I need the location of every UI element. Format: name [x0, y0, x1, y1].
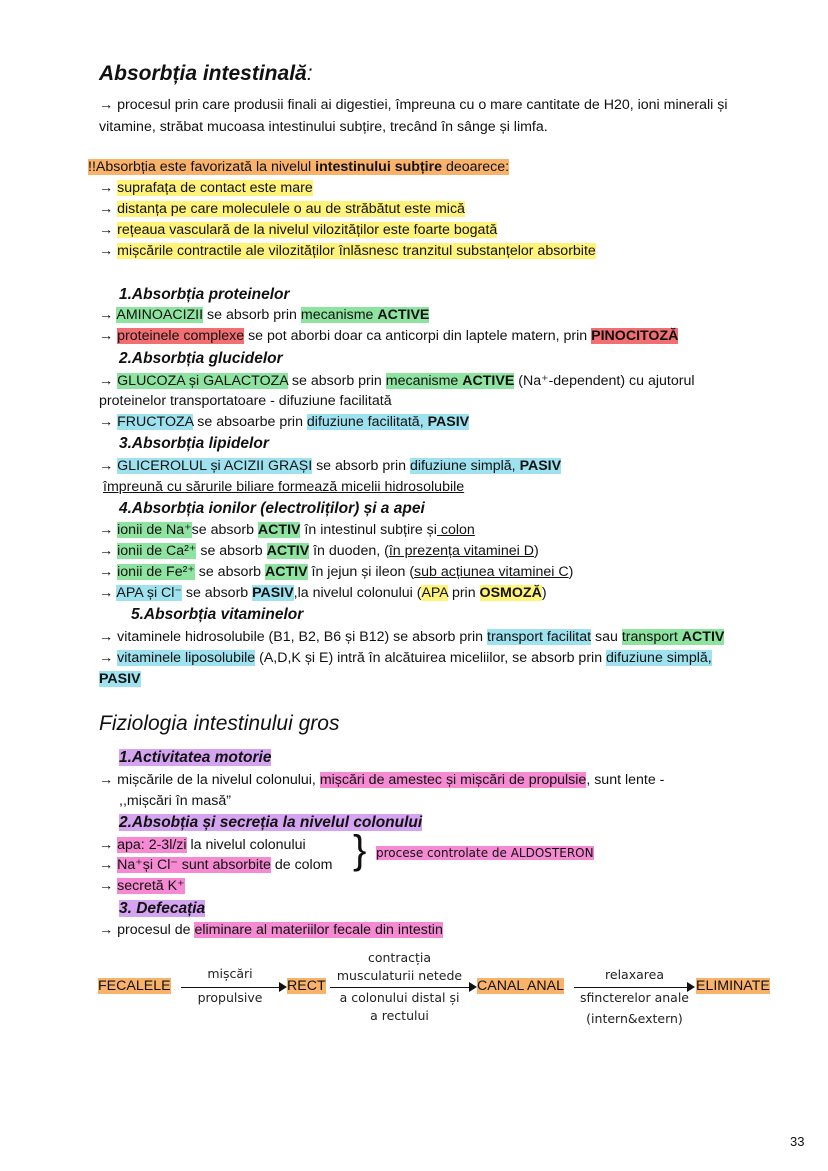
arrow-glyph: → [99, 307, 114, 323]
arrow-glyph: → [99, 180, 114, 196]
arrow-glyph: → [99, 564, 114, 580]
text: mișcările de la nivelul colonului, [117, 772, 320, 788]
brace-icon: } [353, 828, 367, 872]
favored-item [99, 180, 313, 196]
potassium-secretion: secretă K⁺ [117, 878, 185, 894]
carbs-line-1b: proteinelor transportatoare - difuziune facilitată [99, 393, 392, 409]
favored-item [99, 201, 465, 217]
carbs-line-2 [99, 414, 469, 430]
simple-diffusion: difuziune simplă, [409, 458, 520, 474]
mechanism: mecanisme [385, 373, 463, 389]
text: de colom [270, 857, 333, 873]
flow-label: mișcări [207, 966, 253, 981]
passive: PASIV [427, 414, 470, 430]
carbs-line-1 [99, 373, 695, 389]
complex-proteins: proteinele complexe [117, 328, 245, 344]
flow-arrow-head [279, 982, 287, 992]
flow-node-fecalele: FECALELE [98, 978, 171, 994]
ions-line-2 [99, 543, 539, 559]
text: se absorb [194, 564, 266, 580]
water-chloride: APA și Cl⁻ [116, 585, 182, 601]
active: ACTIV [265, 564, 308, 580]
motor-activity-title-text: 1.Activitatea motorie [119, 749, 272, 766]
colon-line-1 [99, 837, 306, 853]
favored-item-text: mișcările contractile ale vilozităților înlăsnesc tranzitul substanțelor absorbite [117, 243, 596, 259]
favored-item-text: rețeaua vasculară de la nivelul vilozităților este foarte bogată [117, 222, 498, 238]
vitamins-line-2 [99, 650, 712, 666]
text: la nivelul colonului [186, 837, 306, 853]
liposoluble-vitamins: vitaminele liposolubile [117, 650, 256, 666]
favored-suffix: deoarece: [442, 159, 510, 175]
text: ) [533, 543, 539, 559]
glycerol-fatty-acids: GLICEROLUL și ACIZII GRAȘI [117, 458, 313, 474]
aldosterone-note [376, 846, 594, 860]
flow-label: relaxarea [605, 967, 664, 982]
pinocytosis: PINOCITOZĂ [591, 328, 679, 344]
text: ) [568, 564, 574, 580]
arrow-glyph: → [99, 772, 114, 788]
lipids-line-1b: împreună cu sărurile biliare formează micelii hidrosolubile [103, 479, 465, 495]
colon-absorption-title [119, 814, 422, 832]
text: sau [591, 629, 622, 645]
active: ACTIV [681, 629, 725, 645]
flow-node-canal-anal: CANAL ANAL [477, 978, 565, 994]
arrow-glyph: → [99, 585, 114, 601]
flow-label: (intern&extern) [586, 1011, 683, 1026]
flow-label: sfincterelor anale [580, 990, 689, 1005]
colon-absorption-title-text: 2.Absobția și secreția la nivelul colonului [119, 814, 423, 831]
colon-line-2 [99, 857, 332, 873]
transport: transport [621, 629, 682, 645]
text: (Na⁺-dependent) cu ajutorul [514, 373, 695, 389]
text: ,la nivelul colonului ( [293, 585, 422, 601]
passive: PASIV [99, 671, 141, 687]
ions-line-4 [99, 585, 547, 601]
arrow-glyph: → [99, 629, 114, 645]
page-number: 33 [790, 1134, 805, 1149]
flow-arrow-head [469, 982, 477, 992]
glucose-galactose: GLUCOZA și GALACTOZA [117, 373, 288, 389]
section-carbs-title: 2.Absorbția glucidelor [119, 350, 283, 367]
arrow-glyph: → [99, 201, 114, 217]
facilitated-diffusion: difuziune facilitată, [306, 414, 428, 430]
facilitated-transport: transport facilitat [487, 629, 592, 645]
defecation-line-1 [99, 922, 443, 938]
arrow-glyph: → [99, 373, 114, 389]
favored-prefix: !!Absorbția este favorizată la nivelul [88, 159, 316, 175]
fructose: FRUCTOZA [117, 414, 194, 430]
arrow-glyph: → [99, 837, 114, 853]
flow-arrow-line [574, 987, 687, 988]
flow-node-eliminate: ELIMINATE [696, 978, 770, 994]
lipids-line-1 [99, 458, 561, 474]
page-title-text: Absorbția intestinală [99, 62, 307, 85]
proteins-line-2 [99, 328, 678, 344]
elimination: eliminare al materiilor fecale din intestin [194, 922, 443, 938]
arrow-glyph: → [99, 458, 114, 474]
motor-activity-title [119, 749, 271, 767]
section-ions-title: 4.Absorbția ionilor (electroliților) și a apei [119, 500, 425, 517]
flow-arrow-line [181, 987, 279, 988]
sodium-ions: ionii de Na⁺ [117, 522, 192, 538]
calcium-ions: ionii de Ca²⁺ [117, 543, 197, 559]
text: procesul de [117, 922, 195, 938]
text: în intestinul subțire și [300, 522, 437, 538]
passive: PASIV [252, 585, 294, 601]
intro-text-1: procesul prin care produsii finali ai digestiei, împreuna cu o mare cantitate de H20, ioni minerali și [117, 97, 728, 113]
flow-label: propulsive [197, 990, 263, 1005]
flow-label: contracția [367, 950, 432, 965]
favored-item [99, 222, 497, 238]
intro-line-1 [99, 97, 728, 113]
page-title-colon: : [306, 62, 313, 85]
intro-line-2: vitamine, străbat mucoasa intestinului subțire, trecând în sânge și limfa. [99, 119, 548, 135]
arrow-glyph: → [99, 922, 114, 938]
defecation-title-text: 3. Defecația [119, 900, 206, 917]
arrow-glyph: → [99, 414, 114, 430]
active: ACTIVE [377, 307, 430, 323]
active: ACTIV [257, 522, 301, 538]
water-volume: apa: 2-3l/zi [117, 837, 187, 853]
arrow-glyph: → [99, 222, 114, 238]
text: se absorb prin [203, 307, 301, 323]
aminoacids: AMINOACIZII [116, 307, 204, 323]
arrow-glyph: → [99, 543, 114, 559]
flow-arrow-line [330, 987, 469, 988]
active: ACTIVE [462, 373, 515, 389]
text: se absorb [196, 543, 267, 559]
text: ) [541, 585, 547, 601]
text: se absorb prin [312, 458, 410, 474]
text: se absorb prin [287, 373, 386, 389]
sodium-chloride: Na⁺și Cl⁻ sunt absorbite [117, 857, 271, 873]
proteins-line-1 [99, 307, 429, 323]
favored-item [99, 243, 596, 259]
section-proteins-title: 1.Absorbția proteinelor [119, 286, 290, 303]
text: se absoarbe prin [193, 414, 307, 430]
motor-line-1 [99, 772, 664, 788]
aldosterone-note-text: procese controlate de ALDOSTERON [376, 846, 594, 860]
iron-ions: ionii de Fe²⁺ [117, 564, 195, 580]
mixing-propulsion: mișcări de amestec și mișcări de propulsie [319, 772, 587, 788]
section-vitamins-title: 5.Absorbția vitaminelor [131, 606, 304, 623]
mechanism: mecanisme [300, 307, 378, 323]
arrow-glyph: → [99, 650, 114, 666]
ions-line-1 [99, 522, 475, 538]
arrow-glyph: → [99, 522, 114, 538]
flow-label: musculaturii netede [336, 968, 463, 983]
water: APA [421, 585, 448, 601]
large-intestine-title: Fiziologia intestinului gros [99, 712, 340, 735]
colon: colon [436, 522, 475, 538]
active: ACTIV [266, 543, 310, 559]
text: vitaminele hidrosolubile (B1, B2, B6 și B12) se absorb prin [117, 629, 487, 645]
vitamin-d: în prezența vitaminei D [388, 543, 534, 559]
favored-item-text: suprafața de contact este mare [117, 180, 313, 196]
page-title [99, 62, 313, 86]
arrow-glyph: → [99, 243, 114, 259]
text: (A,D,K și E) intră în alcătuirea miceliilor, se absorb prin [255, 650, 607, 666]
motor-line-1b: ,,mișcări în masă” [119, 793, 231, 809]
arrow-glyph: → [99, 878, 114, 894]
flow-node-rect: RECT [287, 978, 326, 994]
favored-heading [88, 159, 509, 175]
arrow-glyph: → [99, 97, 114, 113]
ions-line-3 [99, 564, 573, 580]
colon-line-3 [99, 878, 185, 894]
passive: PASIV [519, 458, 562, 474]
text: prin [448, 585, 480, 601]
favored-item-text: distanța pe care moleculele o au de străbătut este mică [117, 201, 465, 217]
osmosis: OSMOZĂ [479, 585, 542, 601]
text: se absorb [181, 585, 253, 601]
arrow-glyph: → [99, 857, 114, 873]
text: se pot aborbi doar ca anticorpi din laptele matern, prin [244, 328, 592, 344]
defecation-title [119, 900, 205, 918]
vitamins-line-1 [99, 629, 724, 645]
favored-bold: intestinului subțire [315, 159, 443, 175]
text: în duoden, ( [309, 543, 389, 559]
text: se absorb [191, 522, 258, 538]
flow-label: a colonului distal și [339, 990, 460, 1005]
flow-label: a rectului [370, 1008, 429, 1023]
section-lipids-title: 3.Absorbția lipidelor [119, 435, 269, 452]
text: , sunt lente - [586, 772, 665, 788]
text: în jejun și ileon ( [307, 564, 415, 580]
arrow-glyph: → [99, 328, 114, 344]
simple-diffusion: difuziune simplă, [606, 650, 712, 666]
vitamin-c: sub acțiunea vitaminei C [414, 564, 569, 580]
vitamins-line-2b [99, 671, 141, 687]
